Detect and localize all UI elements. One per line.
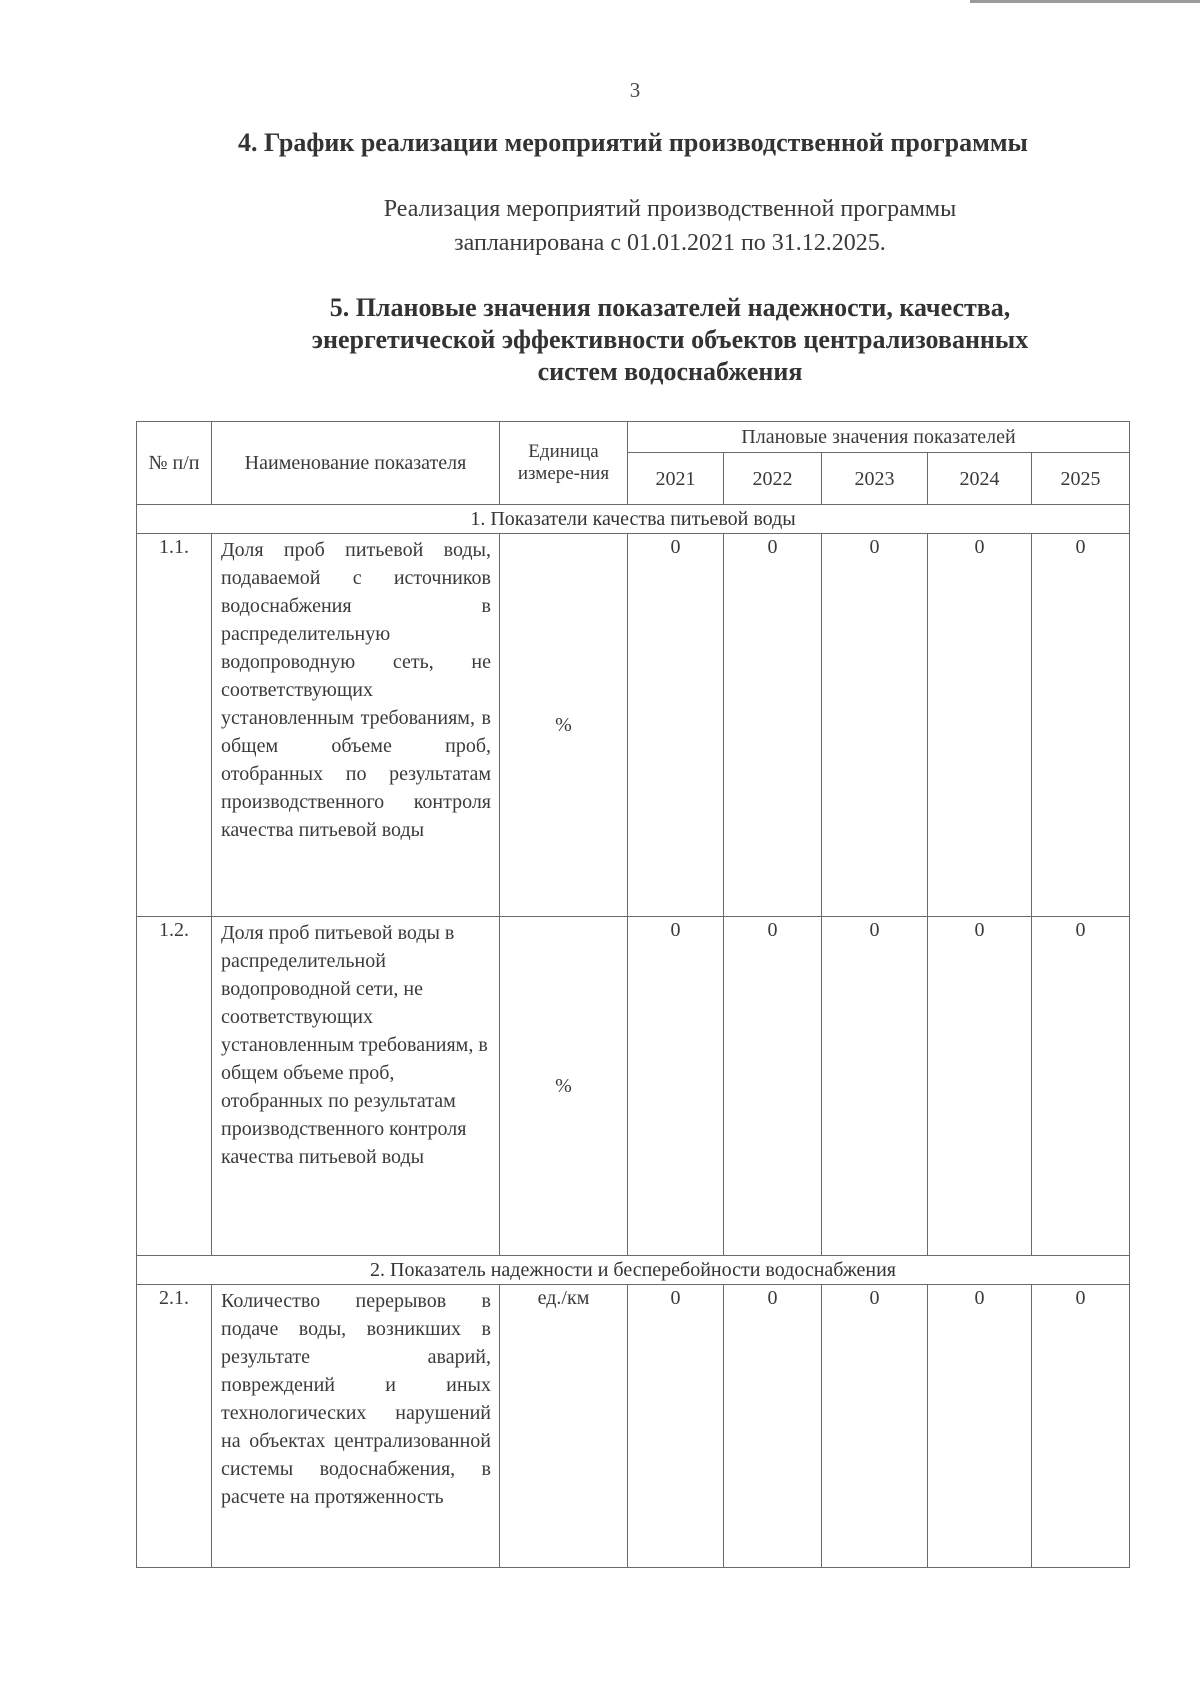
table-row (137, 1285, 1130, 1568)
page-number: 3 (629, 78, 641, 102)
header-plan: Плановые значения показателей (628, 422, 1130, 453)
section-title: 1. Показатели качества питьевой воды (137, 505, 1130, 534)
row-value-2022: 0 (724, 1285, 822, 1568)
header-year-2024: 2024 (928, 453, 1032, 505)
row-unit: % (500, 534, 628, 917)
row-value-2025: 0 (1032, 1285, 1130, 1568)
section-5-title (230, 292, 1110, 388)
row-value-2025: 0 (1032, 917, 1130, 1256)
header-unit: Единица измере-ния (500, 422, 628, 505)
table-header-row-1 (137, 422, 1130, 453)
table-row (137, 917, 1130, 1256)
row-value-2021: 0 (628, 917, 724, 1256)
header-year-2025: 2025 (1032, 453, 1130, 505)
section-4-text-line-2: запланирована с 01.01.2021 по 31.12.2025. (454, 230, 886, 256)
row-unit: % (500, 917, 628, 1256)
row-value-2023: 0 (822, 917, 928, 1256)
section-4-text (300, 192, 1040, 260)
row-value-2024: 0 (928, 917, 1032, 1256)
row-num: 1.1. (137, 534, 212, 917)
section-5-title-line-1: 5. Плановые значения показателей надежности, качества, (329, 293, 1011, 322)
row-name: Количество перерывов в подаче воды, возникших в результате аварий, повреждений и иных технологических нарушений на объектах централизованной системы водоснабжения, в расчете на протяженность (212, 1285, 500, 1568)
row-value-2023: 0 (822, 534, 928, 917)
row-value-2022: 0 (724, 917, 822, 1256)
indicators-table (136, 421, 1130, 1568)
table-row (137, 534, 1130, 917)
header-year-2023: 2023 (822, 453, 928, 505)
row-unit: ед./км (500, 1285, 628, 1568)
row-value-2024: 0 (928, 1285, 1032, 1568)
section-title: 2. Показатель надежности и бесперебойности водоснабжения (137, 1256, 1130, 1285)
row-value-2022: 0 (724, 534, 822, 917)
header-name: Наименование показателя (212, 422, 500, 505)
section-5-title-line-3: систем водоснабжения (537, 357, 803, 386)
row-value-2025: 0 (1032, 534, 1130, 917)
section-5-title-line-2: энергетической эффективности объектов централизованных (311, 325, 1029, 354)
section-4-title: 4. График реализации мероприятий производственной программы (238, 128, 1028, 157)
scan-edge-line (970, 0, 1200, 3)
row-value-2024: 0 (928, 534, 1032, 917)
row-value-2023: 0 (822, 1285, 928, 1568)
header-num: № п/п (137, 422, 212, 505)
row-name: Доля проб питьевой воды, подаваемой с источников водоснабжения в распределительную водопроводную сеть, не соответствующих установленным требованиям, в общем объеме проб, отобранных по результатам производственного контроля качества питьевой воды (212, 534, 500, 917)
row-value-2021: 0 (628, 534, 724, 917)
row-value-2021: 0 (628, 1285, 724, 1568)
section-row-2 (137, 1256, 1130, 1285)
section-4-text-line-1: Реализация мероприятий производственной программы (383, 196, 957, 222)
row-num: 2.1. (137, 1285, 212, 1568)
header-year-2022: 2022 (724, 453, 822, 505)
row-name: Доля проб питьевой воды в распределительной водопроводной сети, не соответствующих установленным требованиям, в общем объеме проб, отобранных по результатам производственного контроля качества питьевой воды (212, 917, 500, 1256)
section-row-1 (137, 505, 1130, 534)
header-year-2021: 2021 (628, 453, 724, 505)
row-num: 1.2. (137, 917, 212, 1256)
